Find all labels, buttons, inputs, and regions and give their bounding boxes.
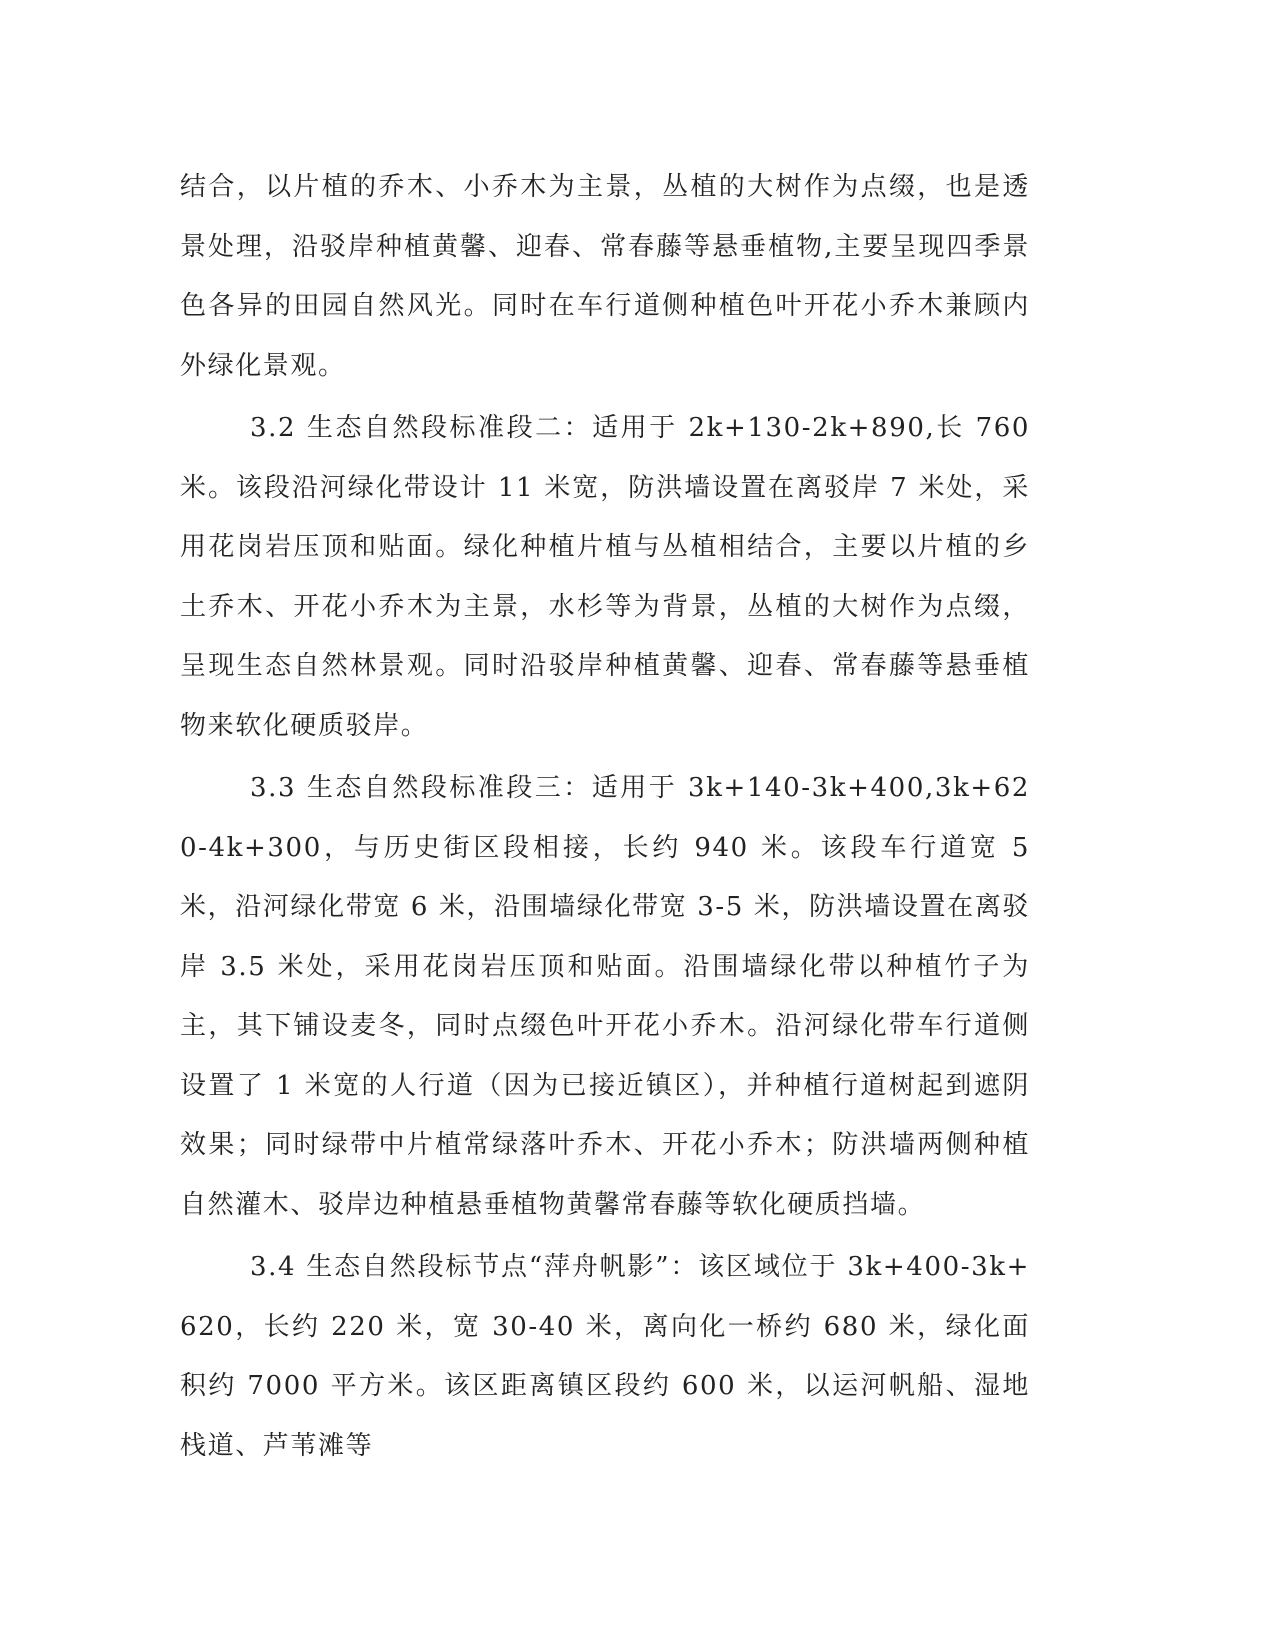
document-body: [180, 158, 1030, 1479]
paragraph-section-3-2: 3.2 生态自然段标准段二：适用于 2k+130-2k+890,长 760 米。该段沿河绿化带设计 11 米宽，防洪墙设置在离驳岸 7 米处，采用花岗岩压顶和贴面。绿化种植片植与丛植相结合，主要以片植的乡土乔木、开花小乔木为主景，水杉等为背景，丛植的大树作为点缀，呈现生态自然林景观。同时沿驳岸种植黄馨、迎春、常春藤等悬垂植物来软化硬质驳岸。: [180, 413, 1030, 741]
paragraph-continuation: 结合，以片植的乔木、小乔木为主景，丛植的大树作为点缀，也是透景处理，沿驳岸种植黄馨、迎春、常春藤等悬垂植物,主要呈现四季景色各异的田园自然风光。同时在车行道侧种植色叶开花小乔木兼顾内外绿化景观。: [180, 172, 1030, 381]
paragraph-section-3-4: 3.4 生态自然段标节点“萍舟帆影”：该区域位于 3k+400-3k+620，长约 220 米，宽 30-40 米，离向化一桥约 680 米，绿化面积约 7000 平方米。该区距离镇区段约 600 米，以运河帆船、湿地栈道、芦苇滩等: [180, 1252, 1030, 1461]
paragraph-section-3-3: 3.3 生态自然段标准段三：适用于 3k+140-3k+400,3k+620-4k+300，与历史街区段相接，长约 940 米。该段车行道宽 5 米，沿河绿化带宽 6 米，沿围墙绿化带宽 3-5 米，防洪墙设置在离驳岸 3.5 米处，采用花岗岩压顶和贴面。沿围墙绿化带以种植竹子为主，其下铺设麦冬，同时点缀色叶开花小乔木。沿河绿化带车行道侧设置了 1 米宽的人行道（因为已接近镇区），并种植行道树起到遮阴效果；同时绿带中片植常绿落叶乔木、开花小乔木；防洪墙两侧种植自然灌木、驳岸边种植悬垂植物黄馨常春藤等软化硬质挡墙。: [180, 773, 1030, 1220]
